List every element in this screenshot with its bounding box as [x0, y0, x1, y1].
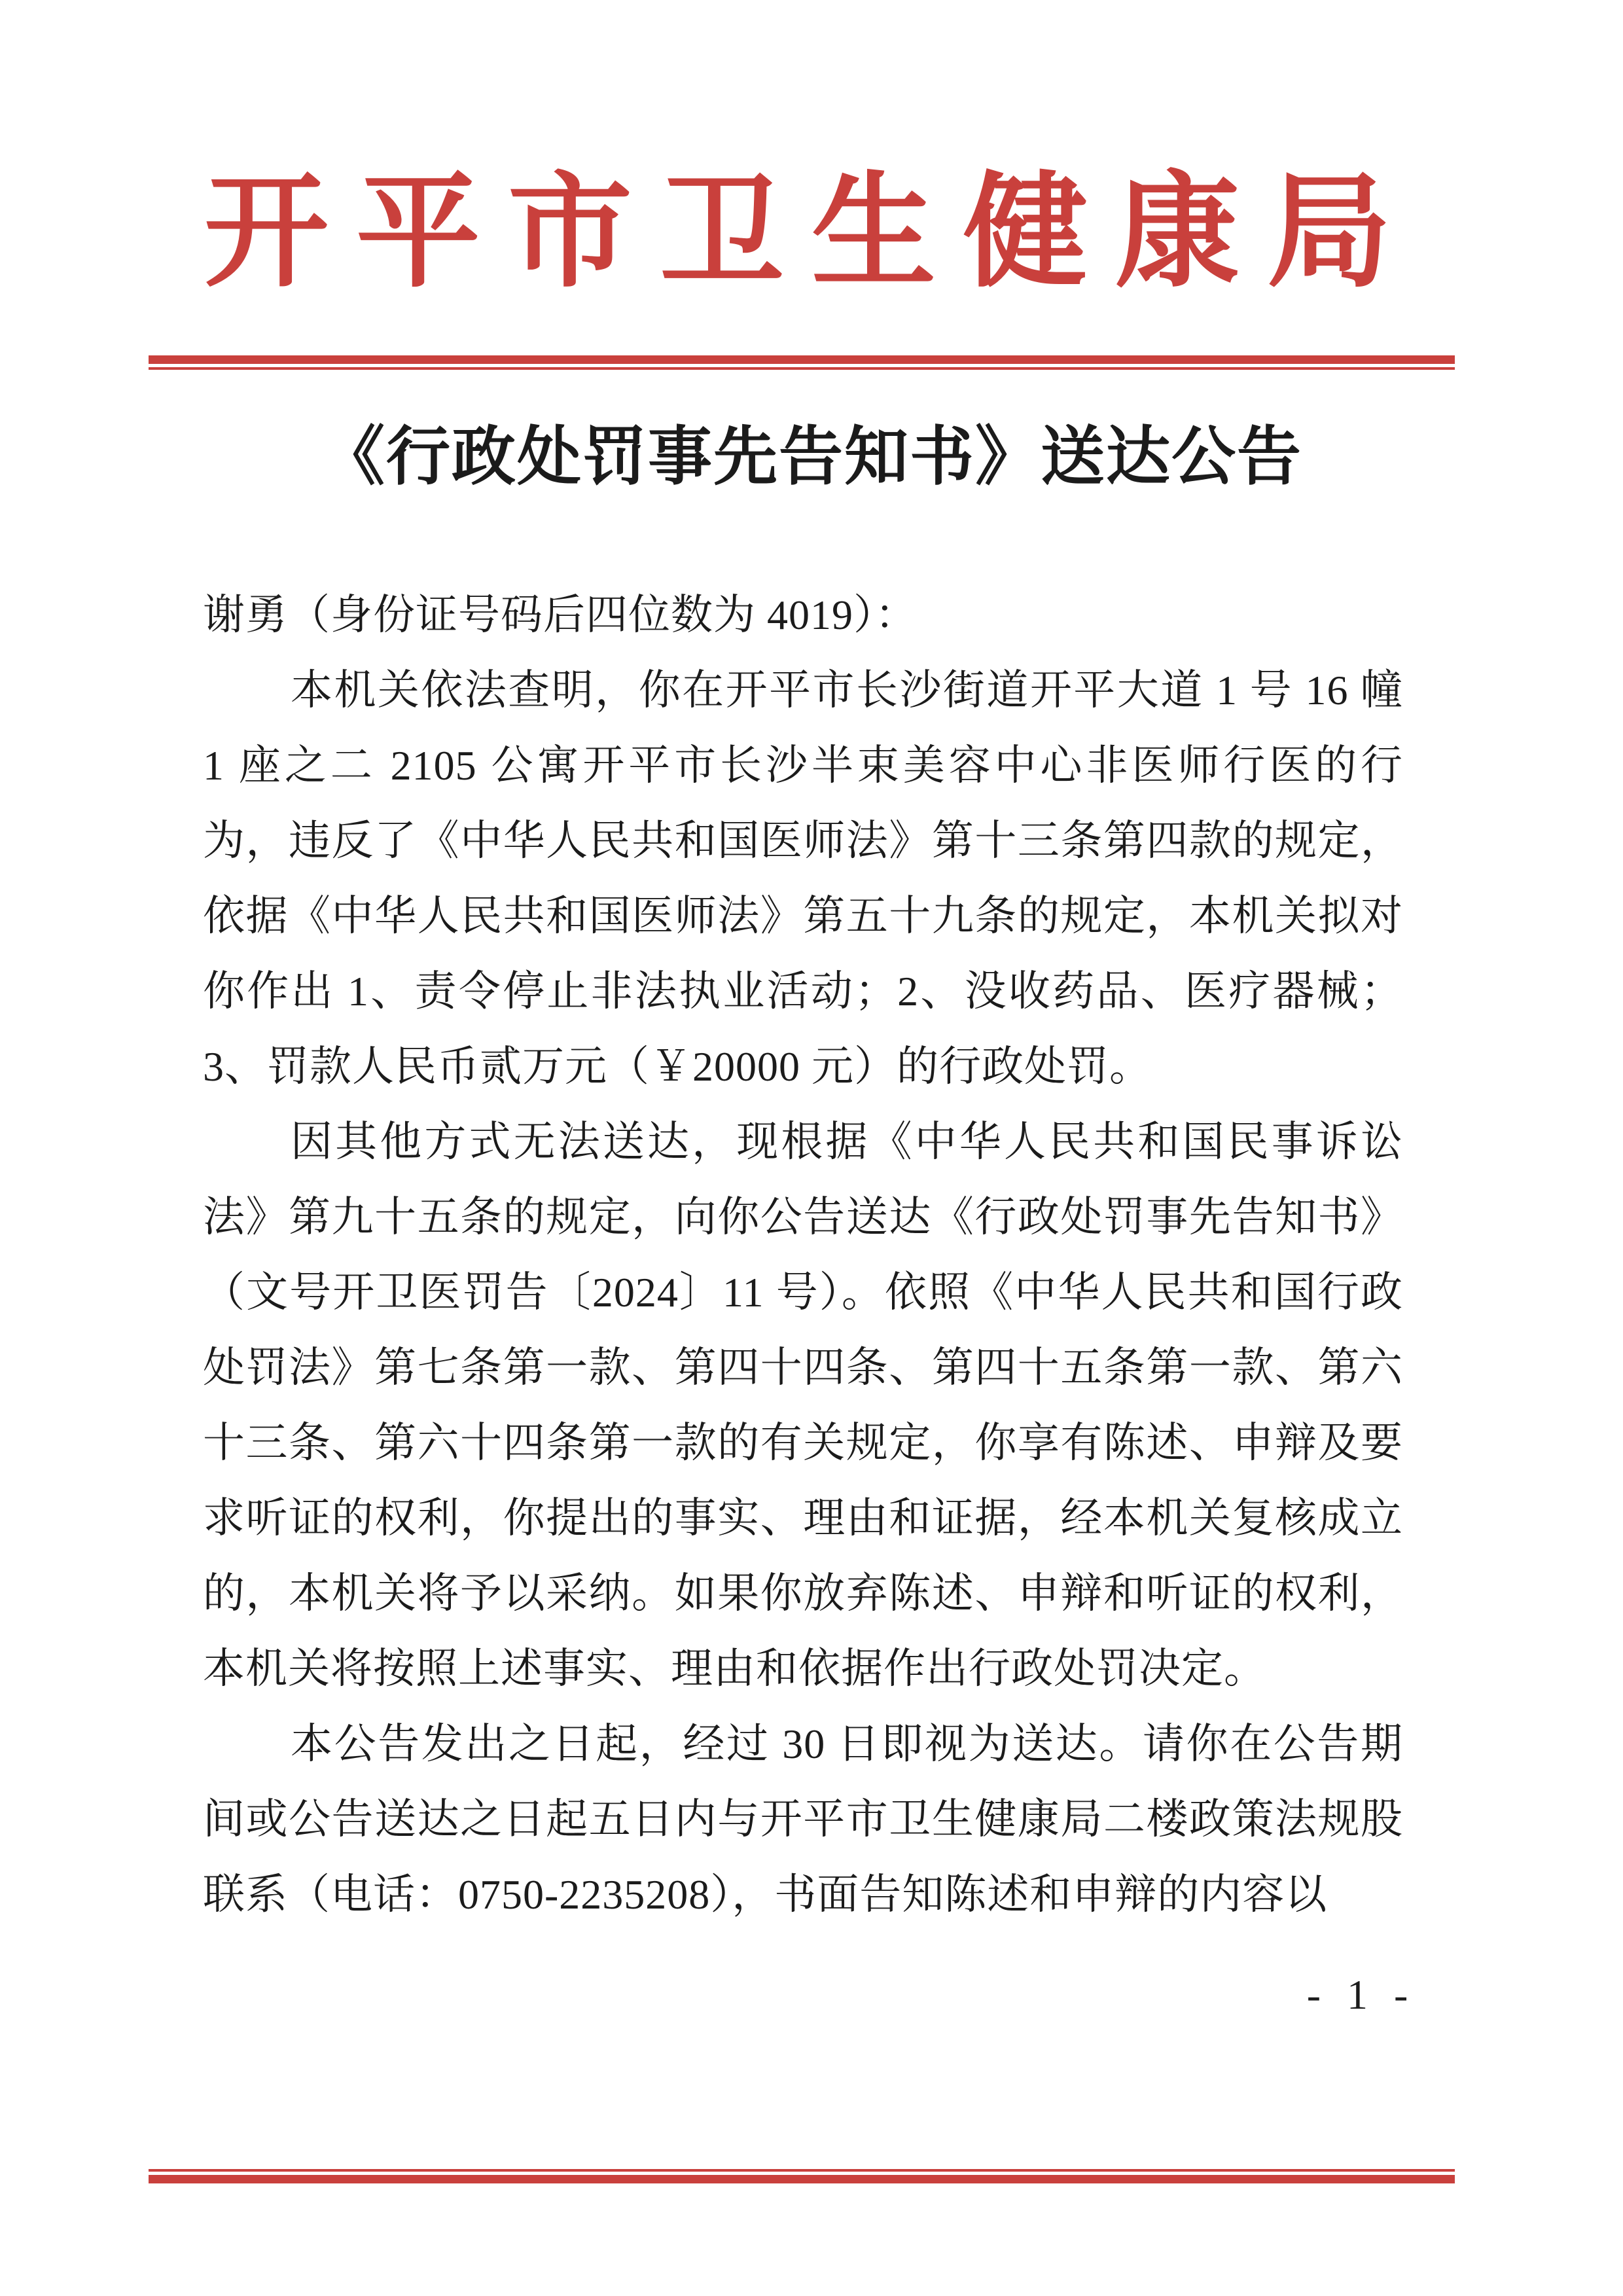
- footer-rule-thick-bar: [149, 2175, 1455, 2183]
- document-title: 《行政处罚事先告知书》送达公告: [320, 422, 1302, 493]
- header-rule: [149, 355, 1455, 370]
- header-rule-thick-bar: [149, 355, 1455, 364]
- agency-name: 开平市卫生健康局: [204, 165, 1419, 302]
- footer-rule: [149, 2169, 1455, 2183]
- body-paragraph-deadline: 本公告发出之日起，经过 30 日即视为送达。请你在公告期间或公告送达之日起五日内与开平市卫生健康局二楼政策法规股联系（电话：0750-2235208），书面告知陈述和申辩的内容以: [203, 1721, 1403, 1918]
- header-rule-thin-bar: [149, 367, 1455, 370]
- footer-rule-thin-bar: [149, 2169, 1455, 2172]
- body-paragraph-service-notice: 因其他方式无法送达，现根据《中华人民共和国民事诉讼法》第九十五条的规定，向你公告送达《行政处罚事先告知书》（文号开卫医罚告〔2024〕11 号）。依照《中华人民共和国行政处罚法》第七条第一款、第四十四条、第四十五条第一款、第六十三条、第六十四条第一款的有关规定，你享有陈述、申辩及要求听证的权利，你提出的事实、理由和证据，经本机关复核成立的，本机关将予以采纳。如果你放弃陈述、申辩和听证的权利，本机关将按照上述事实、理由和依据作出行政处罚决定。: [203, 1119, 1403, 1692]
- body-paragraph-findings: 本机关依法查明，你在开平市长沙街道开平大道 1 号 16 幢 1 座之二 2105 公寓开平市长沙半束美容中心非医师行医的行为，违反了《中华人民共和国医师法》第十三条第四款的规定，依据《中华人民共和国医师法》第五十九条的规定，本机关拟对你作出 1、责令停止非法执业活动；2、没收药品、医疗器械；3、罚款人民币贰万元（￥20000 元）的行政处罚。: [203, 667, 1403, 1090]
- salutation-line: 谢勇（身份证号码后四位数为 4019）：: [203, 592, 918, 638]
- page-number: - 1 -: [1306, 1971, 1416, 2018]
- document-body: [203, 577, 1403, 1932]
